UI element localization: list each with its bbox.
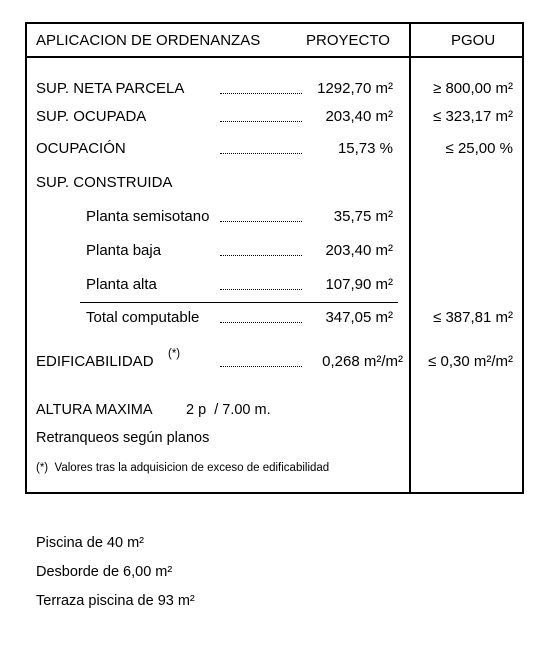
proyecto-value-ocupacion: 15,73 %: [337, 140, 393, 157]
leader-dots: [220, 152, 302, 154]
pgou-column-divider: [409, 22, 411, 494]
row-label-edificabilidad: EDIFICABILIDAD: [36, 353, 154, 370]
row-label-semisotano: Planta semisotano: [86, 208, 210, 225]
pgou-value-total: ≤ 387,81 m²: [433, 309, 513, 326]
row-label-alta: Planta alta: [86, 276, 157, 293]
proyecto-value-edificabilidad: 0,268 m²/m²: [322, 353, 403, 370]
leader-dots: [220, 220, 302, 222]
pgou-value-sup-ocupada: ≤ 323,17 m²: [433, 108, 513, 125]
pgou-value-ocupacion: ≤ 25,00 %: [445, 140, 513, 157]
leader-dots: [220, 321, 302, 323]
extra-line-desborde: Desborde de 6,00 m²: [36, 564, 173, 580]
footnote-mark: (*): [168, 348, 181, 360]
retranqueos-note: Retranqueos según planos: [36, 430, 210, 446]
altura-label: ALTURA MAXIMA: [36, 402, 153, 418]
pgou-value-sup-neta: ≥ 800,00 m²: [433, 80, 513, 97]
altura-value: 2 p / 7.00 m.: [186, 402, 271, 418]
leader-dots: [220, 254, 302, 256]
column-header-pgou: PGOU: [451, 32, 496, 49]
row-label-sup-neta: SUP. NETA PARCELA: [36, 80, 185, 97]
pgou-value-edificabilidad: ≤ 0,30 m²/m²: [428, 353, 513, 370]
column-header-proyecto: PROYECTO: [306, 32, 390, 49]
proyecto-value-sup-ocupada: 203,40 m²: [325, 108, 393, 125]
subtotal-rule: [80, 302, 398, 303]
row-label-ocupacion: OCUPACIÓN: [36, 140, 126, 157]
proyecto-value-baja: 203,40 m²: [325, 242, 393, 259]
proyecto-value-alta: 107,90 m²: [325, 276, 393, 293]
leader-dots: [220, 120, 302, 122]
extra-line-piscina: Piscina de 40 m²: [36, 535, 144, 551]
footnote-text: (*) Valores tras la adquisicion de exceso de edificabilidad: [36, 462, 330, 474]
extra-line-terraza: Terraza piscina de 93 m²: [36, 593, 195, 609]
leader-dots: [220, 365, 302, 367]
header-divider: [25, 56, 524, 58]
table-title: APLICACION DE ORDENANZAS: [36, 32, 261, 49]
leader-dots: [220, 92, 302, 94]
row-label-total: Total computable: [86, 309, 200, 326]
proyecto-value-total: 347,05 m²: [325, 309, 393, 326]
row-label-baja: Planta baja: [86, 242, 162, 259]
proyecto-value-semisotano: 35,75 m²: [333, 208, 393, 225]
leader-dots: [220, 288, 302, 290]
row-label-sup-construida: SUP. CONSTRUIDA: [36, 174, 173, 191]
proyecto-value-sup-neta: 1292,70 m²: [317, 80, 393, 97]
row-label-sup-ocupada: SUP. OCUPADA: [36, 108, 147, 125]
